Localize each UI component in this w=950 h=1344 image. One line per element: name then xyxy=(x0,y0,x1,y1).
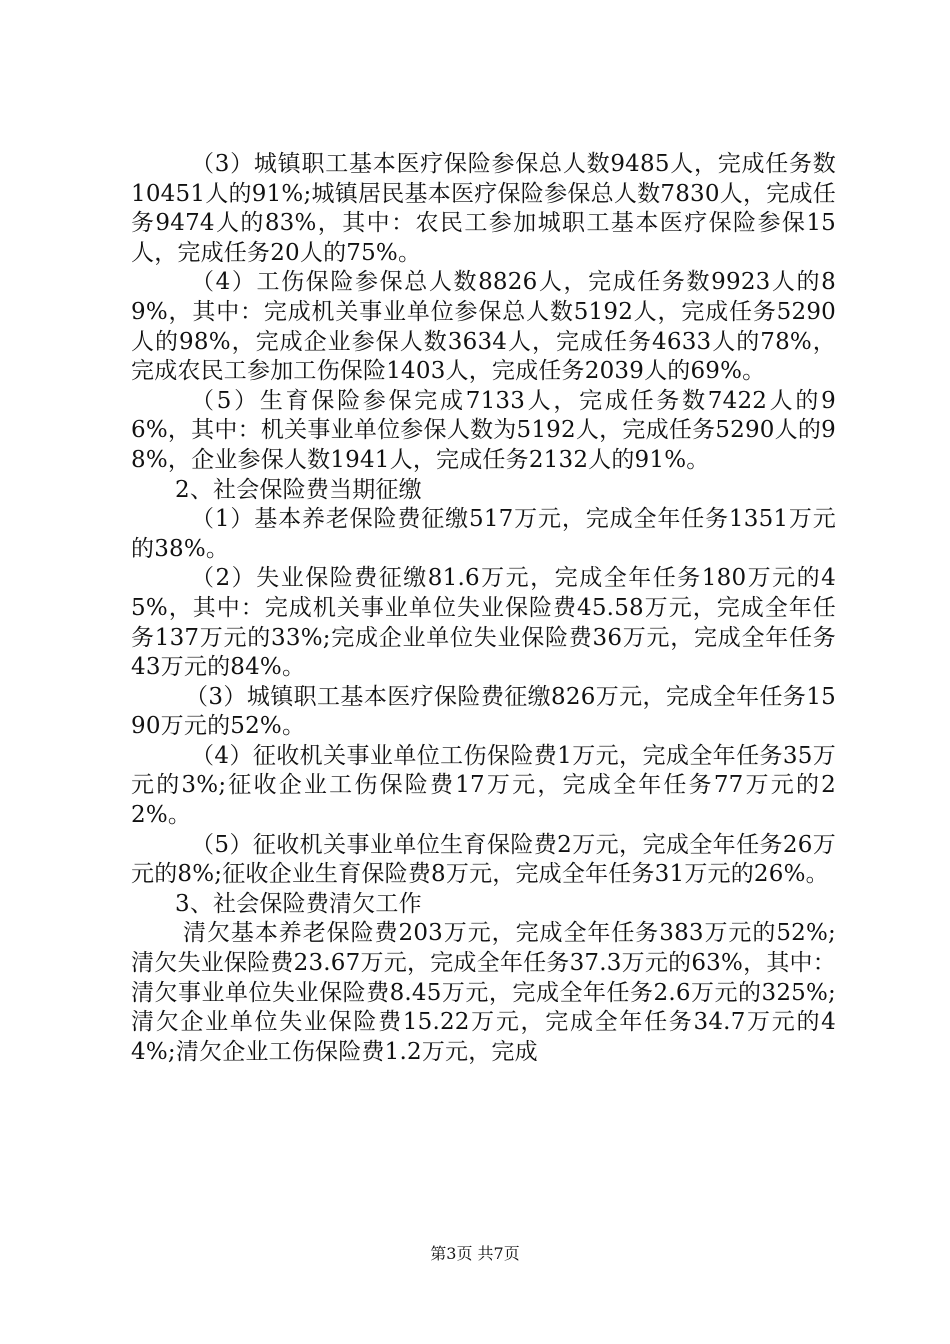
paragraph-pension-collection: （1）基本养老保险费征缴517万元，完成全年任务1351万元的38%。 xyxy=(131,506,836,562)
paragraph-medical-collection: （3）城镇职工基本医疗保险费征缴826万元，完成全年任务1590万元的52%。 xyxy=(131,683,836,740)
section-heading-current-collection: 2、社会保险费当期征缴 xyxy=(175,476,422,503)
paragraph-work-injury-collection: （4）征收机关事业单位工伤保险费1万元，完成全年任务35万元的3%;征收企业工伤保险费17万元，完成全年任务77万元的22%。 xyxy=(131,742,836,829)
paragraph-work-injury-enrollment: （4）工伤保险参保总人数8826人，完成任务数9923人的89%，其中：完成机关事业单位参保总人数5192人，完成任务5290人的98%，完成企业参保人数3634人，完成任务4633人的78%，完成农民工参加工伤保险1403人，完成任务2039人的69%。 xyxy=(131,269,836,385)
paragraph-maternity-collection: （5）征收机关事业单位生育保险费2万元，完成全年任务26万元的8%;征收企业生育保险费8万元，完成全年任务31万元的26%。 xyxy=(131,831,836,888)
paragraph-arrears-recovery: 清欠基本养老保险费203万元，完成全年任务383万元的52%;清欠失业保险费23.67万元，完成全年任务37.3万元的63%，其中：清欠事业单位失业保险费8.45万元，完成全年任务2.6万元的325%;清欠企业单位失业保险费15.22万元，完成全年任务34.7万元的44%;清欠企业工伤保险费1.2万元，完成 xyxy=(131,920,836,1065)
paragraph-medical-insurance-enrollment: （3）城镇职工基本医疗保险参保总人数9485人，完成任务数10451人的91%;城镇居民基本医疗保险参保总人数7830人，完成任务9474人的83%，其中：农民工参加城职工基本医疗保险参保15人，完成任务20人的75%。 xyxy=(131,151,836,266)
page-number-footer: 第3页 共7页 xyxy=(430,1244,520,1263)
document-body xyxy=(131,150,836,1067)
paragraph-maternity-enrollment: （5）生育保险参保完成7133人，完成任务数7422人的96%，其中：机关事业单位参保人数为5192人，完成任务5290人的98%，企业参保人数1941人，完成任务2132人的91%。 xyxy=(131,387,836,473)
section-heading-arrears-recovery: 3、社会保险费清欠工作 xyxy=(175,890,422,917)
paragraph-unemployment-collection: （2）失业保险费征缴81.6万元，完成全年任务180万元的45%，其中：完成机关事业单位失业保险费45.58万元，完成全年任务137万元的33%;完成企业单位失业保险费36万元，完成全年任务43万元的84%。 xyxy=(131,565,836,681)
